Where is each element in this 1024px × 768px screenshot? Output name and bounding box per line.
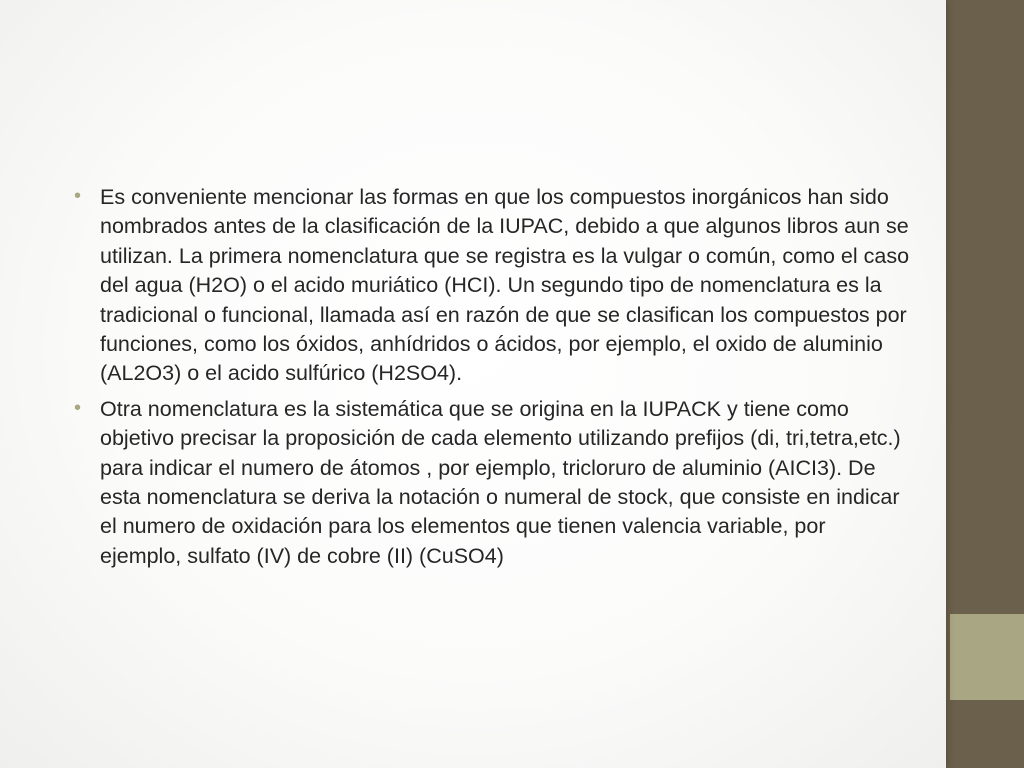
slide-body <box>72 183 912 577</box>
bullet-item-nomenclatura-sistematica <box>72 395 912 571</box>
sidebar-accent-block <box>950 614 1024 700</box>
bullet-item-nomenclatura-vulgar <box>72 183 912 389</box>
bullet-list <box>72 183 912 571</box>
bullet-icon: • <box>74 185 82 207</box>
bullet-text: Otra nomenclatura es la sistemática que se origina en la IUPACK y tiene como objetivo precisar la proposición de cada elemento utilizando prefijos (di, tri,tetra,etc.) para indicar el numero de átomos , por ejemplo, tricloruro de aluminio (AICI3). De esta nomenclatura se deriva la notación o numeral de stock, que consiste en indicar el numero de oxidación para los elementos que tienen valencia variable, por ejemplo, sulfato (IV) de cobre (II) (CuSO4) <box>100 396 901 568</box>
bullet-icon: • <box>74 396 82 419</box>
bullet-text: Es conveniente mencionar las formas en que los compuestos inorgánicos han sido nombrados antes de la clasificación de la IUPAC, debido a que algunos libros aun se utilizan. La primera nomenclatura que se registra es la vulgar o común, como el caso del agua (H2O) o el acido muriático (HCI). Un segundo tipo de nomenclatura es la tradicional o funcional, llamada así en razón de que se clasifican los compuestos por funciones, como los óxidos, anhídridos o ácidos, por ejemplo, el oxido de aluminio (AL2O3) o el acido sulfúrico (H2SO4). <box>100 185 910 386</box>
